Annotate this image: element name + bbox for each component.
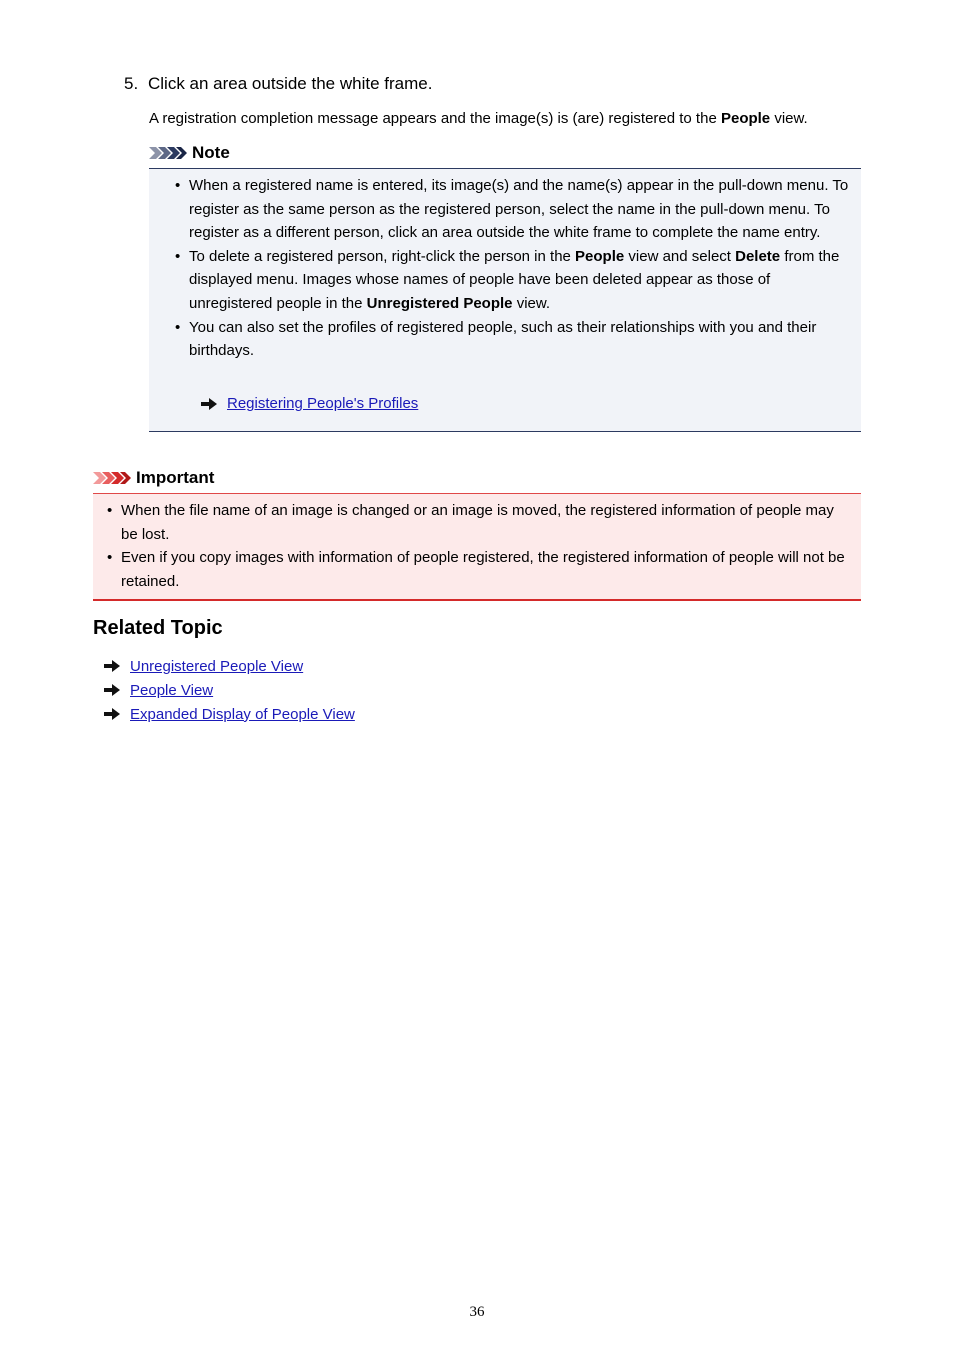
note-item-text: You can also set the profiles of registered people, such as their relationships with you and their birthdays. — [189, 318, 817, 360]
note-item-bold: Unregistered People — [366, 294, 513, 312]
list-item: • You can also set the profiles of registered people, such as their relationships with you and their birthdays. — [175, 318, 817, 360]
note-item-text: To delete a registered person, right-click the person in the — [189, 247, 576, 265]
people-view-link[interactable]: People View — [130, 681, 214, 699]
step-number: 5. — [124, 74, 139, 93]
note-list — [175, 174, 853, 363]
arrow-right-icon — [104, 684, 120, 696]
note-link-row — [201, 395, 418, 412]
step-desc-bold: People — [720, 110, 771, 127]
related-link-row — [104, 702, 355, 726]
note-item-text: view. — [512, 294, 551, 312]
note-box — [149, 168, 861, 432]
step-item — [124, 73, 432, 95]
note-item-bold: People — [575, 247, 625, 265]
list-item: • When the file name of an image is changed or an image is moved, the registered information of people may be lost. — [107, 502, 834, 543]
step-text: Click an area outside the white frame. — [148, 74, 433, 93]
important-chevrons-icon — [93, 470, 131, 486]
related-links — [104, 654, 355, 726]
important-item-text: Even if you copy images with information of people registered, the registered information of people will not be retained. — [121, 549, 845, 590]
note-item-bold: Delete — [735, 247, 781, 265]
list-item: • When a registered name is entered, its image(s) and the name(s) appear in the pull-down menu. To register as the same person as the registered person, select the name in the pull-down menu. To register as a different person, click an area outside the white frame to complete the name entry. — [175, 177, 849, 242]
important-title: Important — [136, 468, 215, 487]
step-description — [149, 108, 808, 130]
unregistered-people-view-link[interactable]: Unregistered People View — [130, 657, 304, 675]
arrow-right-icon — [104, 708, 120, 720]
important-header — [93, 466, 214, 490]
related-topic-heading: Related Topic — [93, 617, 223, 639]
list-item: • Even if you copy images with information of people registered, the registered information of people will not be retained. — [107, 549, 845, 590]
note-item-text: from the displayed menu. Images whose names of people have been deleted appear as those of unregistered people in the — [189, 247, 840, 312]
note-header — [149, 141, 230, 165]
arrow-right-icon — [201, 398, 217, 410]
important-box — [93, 493, 861, 601]
important-list — [107, 499, 853, 593]
list-item: • To delete a registered person, right-click the person in the People view and select Delete from the displayed menu. Images whose names of people have been deleted appear as those of unregistered people in the Unregistered People view. — [175, 247, 840, 312]
step-desc-text: A registration completion message appears and the image(s) is (are) registered to the — [149, 110, 721, 127]
page-number: 36 — [469, 1304, 485, 1320]
related-link-row — [104, 678, 355, 702]
arrow-right-icon — [104, 660, 120, 672]
important-item-text: When the file name of an image is changed or an image is moved, the registered information of people may be lost. — [121, 502, 834, 543]
step-desc-text-end: view. — [770, 110, 808, 127]
related-link-row — [104, 654, 355, 678]
note-title: Note — [192, 143, 230, 162]
expanded-display-link[interactable]: Expanded Display of People View — [130, 705, 355, 723]
registering-profiles-link[interactable]: Registering People's Profiles — [227, 395, 419, 412]
note-item-text: When a registered name is entered, its image(s) and the name(s) appear in the pull-down menu. To register as the same person as the registered person, select the name in the pull-down menu. To register as a different person, click an area outside the white frame to complete the name entry. — [189, 177, 849, 242]
note-chevrons-icon — [149, 145, 187, 161]
note-item-text: view and select — [624, 247, 736, 265]
